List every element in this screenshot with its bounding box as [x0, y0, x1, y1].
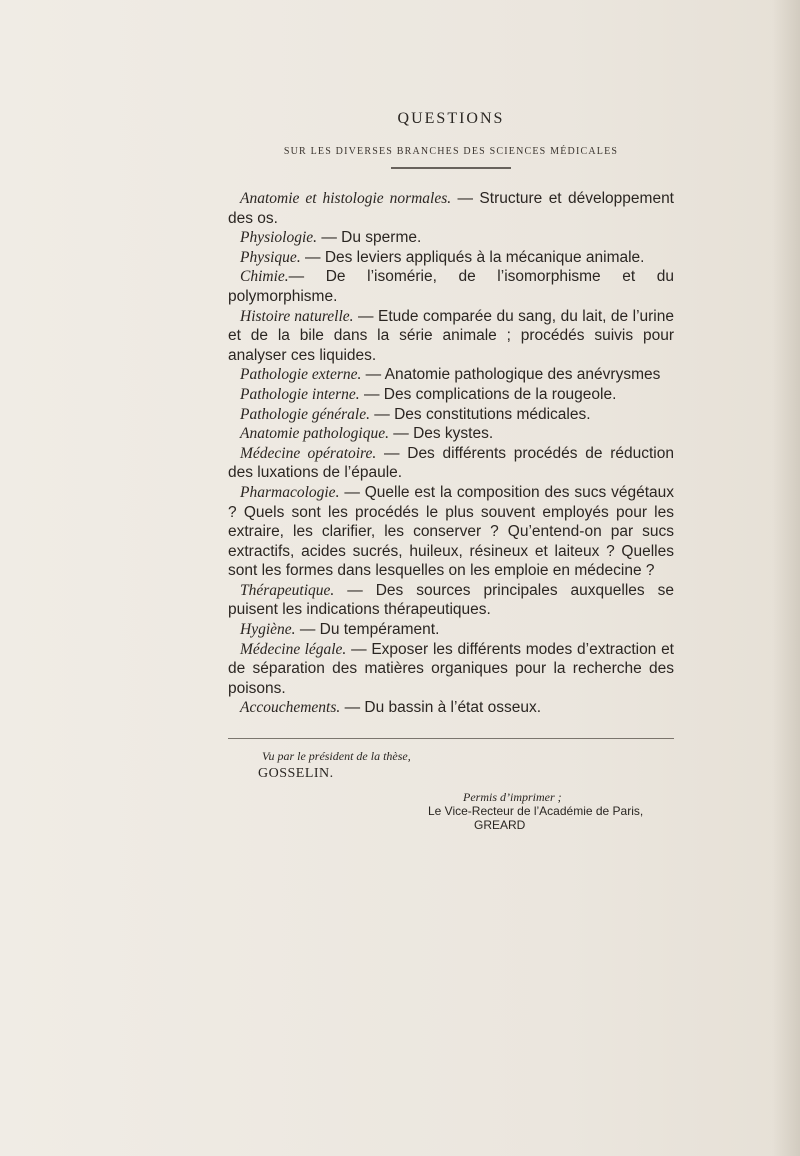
question-entry — [228, 189, 674, 228]
question-entry — [228, 365, 674, 385]
question-text: — Des complications de la rougeole. — [359, 385, 617, 403]
question-entry — [228, 483, 674, 581]
page-subtitle: SUR LES DIVERSES BRANCHES DES SCIENCES MÉDICALES — [283, 146, 619, 157]
question-text: — Du bassin à l’état osseux. — [340, 699, 542, 717]
question-entry — [228, 267, 674, 306]
question-text: — Des différents procédés de réduction des luxations de l’épaule. — [228, 444, 674, 482]
question-text: — Structure et développement des os. — [228, 190, 674, 227]
president-name: GOSSELIN. — [258, 766, 334, 782]
question-subject: Pathologie générale. — [240, 405, 370, 423]
question-subject: Thérapeutique. — [240, 581, 335, 599]
document-body — [228, 110, 674, 832]
question-subject: Médecine légale. — [240, 640, 347, 658]
page-edge-shadow — [772, 0, 800, 1156]
question-entry — [228, 248, 674, 268]
question-text: — Du tempérament. — [295, 621, 440, 639]
page-title: QUESTIONS — [397, 110, 505, 127]
question-entry — [228, 640, 674, 699]
question-subject: Physique. — [240, 248, 301, 266]
footer-divider — [228, 738, 674, 739]
question-text: — Des kystes. — [388, 425, 494, 443]
permis-line: Permis d’imprimer ; — [463, 790, 562, 805]
title-divider — [391, 167, 511, 169]
vu-line: Vu par le président de la thèse, — [262, 749, 411, 764]
question-subject: Anatomie pathologique. — [240, 425, 389, 443]
imprimatur-block — [428, 790, 674, 832]
question-subject: Anatomie et histologie normales. — [240, 190, 452, 207]
question-subject: Médecine opératoire. — [240, 444, 377, 462]
question-entry — [228, 424, 674, 444]
question-entry — [228, 581, 674, 620]
question-entry — [228, 698, 674, 718]
question-entry — [228, 444, 674, 483]
question-subject: Chimie. — [240, 268, 289, 286]
questions-list — [228, 189, 674, 718]
question-subject: Pharmacologie. — [240, 483, 340, 501]
question-text: — Exposer les différents modes d’extraction et de séparation des matières organiques pour la recherche des poisons. — [228, 640, 674, 697]
question-text: — Des leviers appliqués à la mécanique animale. — [300, 248, 645, 266]
question-entry — [228, 620, 674, 640]
question-text: — Anatomie pathologique des anévrysmes — [361, 366, 661, 384]
question-text: — Des constitutions médicales. — [370, 405, 591, 423]
rector-name: GREARD — [474, 818, 526, 833]
question-entry — [228, 405, 674, 425]
question-entry — [228, 385, 674, 405]
question-entry — [228, 307, 674, 366]
question-text: — Quelle est la composition des sucs végétaux ? Quels sont les procédés le plus souvent employés pour les extraire, les clarifier, les conserver ? Qu’entend-on par sucs extractifs, acides sucrés, huileux, résineux et laiteux ? Quelles sont les formes dans lesquelles on les emploie en médecine ? — [228, 483, 674, 580]
rector-line: Le Vice-Recteur de l’Académie de Paris, — [428, 804, 644, 819]
question-text: — De l’isomérie, de l’isomorphisme et du polymorphisme. — [228, 268, 674, 305]
question-text: — Du sperme. — [317, 229, 422, 247]
question-entry — [228, 228, 674, 248]
question-subject: Pathologie interne. — [240, 385, 360, 403]
question-subject: Histoire naturelle. — [240, 307, 354, 325]
question-text: — Des sources principales auxquelles se puisent les indications thérapeutiques. — [228, 581, 674, 619]
question-subject: Hygiène. — [240, 621, 296, 639]
question-text: — Etude comparée du sang, du lait, de l’urine et de la bile dans la série animale ; procédés suivis pour analyser ces liquides. — [228, 307, 674, 364]
question-subject: Pathologie externe. — [240, 366, 362, 384]
question-subject: Physiologie. — [240, 229, 318, 247]
question-subject: Accouchements. — [240, 699, 341, 717]
